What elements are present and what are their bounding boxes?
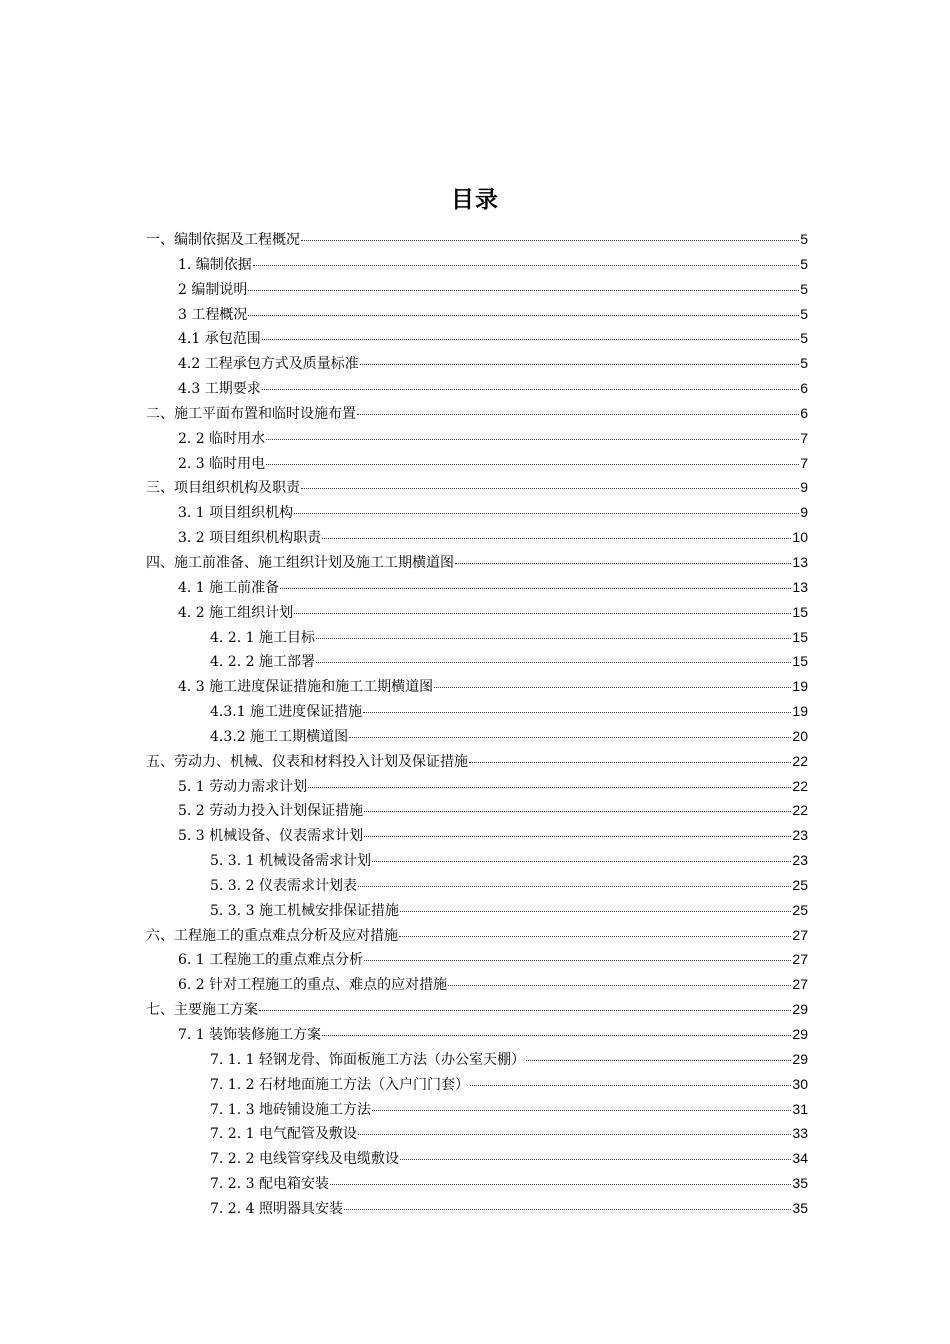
toc-entry-page-number: 22 — [792, 752, 808, 769]
toc-entry[interactable] — [146, 898, 808, 923]
toc-entry-page-number: 27 — [792, 976, 808, 993]
toc-entry[interactable] — [146, 1022, 808, 1047]
toc-entry[interactable] — [146, 997, 808, 1022]
table-of-contents — [146, 227, 808, 1221]
toc-entry-title: 1. 编制依据 — [178, 256, 252, 273]
toc-entry[interactable] — [146, 326, 808, 351]
toc-entry[interactable] — [146, 823, 808, 848]
toc-dot-leader — [400, 1158, 791, 1160]
toc-entry[interactable] — [146, 277, 808, 302]
toc-dot-leader — [262, 338, 799, 340]
toc-entry-title: 三、项目组织机构及职责 — [146, 480, 300, 497]
toc-entry-title: 5. 1 劳动力需求计划 — [178, 778, 308, 795]
toc-entry-title: 5. 3. 2 仪表需求计划表 — [210, 877, 357, 894]
toc-entry-page-number: 13 — [792, 553, 808, 570]
toc-dot-leader — [322, 537, 791, 539]
toc-dot-leader — [364, 959, 791, 961]
toc-entry-title: 7. 2. 1 电气配管及敷设 — [210, 1126, 357, 1143]
toc-dot-leader — [344, 1208, 791, 1210]
toc-entry[interactable] — [146, 649, 808, 674]
toc-entry[interactable] — [146, 1121, 808, 1146]
toc-dot-leader — [358, 885, 791, 887]
toc-entry-page-number: 5 — [800, 231, 808, 247]
toc-entry-page-number: 5 — [800, 355, 808, 372]
toc-dot-leader — [253, 264, 799, 266]
toc-dot-leader — [372, 860, 791, 862]
toc-dot-leader — [448, 984, 791, 986]
toc-dot-leader — [526, 1059, 791, 1061]
toc-entry-page-number: 30 — [792, 1075, 808, 1092]
toc-entry-title: 7. 1. 3 地砖铺设施工方法 — [210, 1101, 371, 1118]
toc-entry[interactable] — [146, 500, 808, 525]
toc-entry-title: 六、工程施工的重点难点分析及应对措施 — [146, 927, 398, 944]
toc-entry[interactable] — [146, 376, 808, 401]
toc-entry-title: 4. 2 施工组织计划 — [178, 604, 294, 621]
toc-entry[interactable] — [146, 1196, 808, 1221]
toc-entry-title: 4.3 工期要求 — [178, 381, 261, 398]
page-title: 目录 — [451, 187, 499, 213]
toc-dot-leader — [399, 935, 791, 937]
toc-entry[interactable] — [146, 351, 808, 376]
toc-dot-leader — [308, 786, 791, 788]
toc-entry-title: 5. 3. 1 机械设备需求计划 — [210, 853, 371, 870]
toc-entry-page-number: 29 — [792, 1001, 808, 1018]
toc-dot-leader — [470, 1084, 791, 1086]
toc-entry[interactable] — [146, 1097, 808, 1122]
toc-dot-leader — [357, 413, 799, 415]
toc-entry-title: 4. 1 施工前准备 — [178, 579, 280, 596]
toc-entry[interactable] — [146, 1171, 808, 1196]
toc-dot-leader — [364, 835, 791, 837]
toc-dot-leader — [280, 587, 791, 589]
toc-dot-leader — [316, 661, 791, 663]
toc-entry-title: 5. 3 机械设备、仪表需求计划 — [178, 828, 364, 845]
toc-entry-page-number: 25 — [792, 901, 808, 918]
toc-entry[interactable] — [146, 947, 808, 972]
toc-entry[interactable] — [146, 401, 808, 426]
toc-entry[interactable] — [146, 252, 808, 277]
toc-entry-title: 6. 1 工程施工的重点难点分析 — [178, 952, 364, 969]
toc-entry-page-number: 27 — [792, 951, 808, 968]
toc-entry-title: 4. 2. 1 施工目标 — [210, 629, 315, 646]
toc-entry[interactable] — [146, 475, 808, 500]
toc-entry-page-number: 29 — [792, 1050, 808, 1067]
toc-entry-page-number: 9 — [800, 479, 808, 496]
toc-dot-leader — [266, 463, 799, 465]
toc-entry-page-number: 6 — [800, 404, 808, 421]
toc-entry[interactable] — [146, 873, 808, 898]
toc-entry-page-number: 23 — [792, 852, 808, 869]
toc-dot-leader — [248, 289, 799, 291]
toc-entry-page-number: 15 — [792, 628, 808, 645]
toc-dot-leader — [400, 910, 791, 912]
toc-entry-title: 4.2 工程承包方式及质量标准 — [178, 356, 359, 373]
toc-entry-page-number: 6 — [800, 380, 808, 397]
toc-entry-page-number: 33 — [792, 1125, 808, 1142]
toc-entry-title: 7. 1 装饰装修施工方案 — [178, 1027, 322, 1043]
toc-entry-title: 5. 2 劳动力投入计划保证措施 — [178, 803, 364, 820]
toc-entry-page-number: 31 — [792, 1100, 808, 1117]
toc-entry-page-number: 7 — [800, 454, 808, 471]
toc-dot-leader — [363, 711, 791, 713]
toc-entry-page-number: 15 — [792, 603, 808, 620]
toc-entry-page-number: 20 — [792, 727, 808, 744]
toc-dot-leader — [248, 314, 799, 316]
toc-dot-leader — [330, 1183, 791, 1185]
toc-entry[interactable] — [146, 426, 808, 451]
toc-dot-leader — [262, 388, 799, 390]
toc-entry-page-number: 19 — [792, 703, 808, 720]
toc-dot-leader — [455, 562, 791, 564]
toc-entry-page-number: 22 — [792, 777, 808, 794]
toc-entry[interactable] — [146, 451, 808, 476]
toc-entry-title: 6. 2 针对工程施工的重点、难点的应对措施 — [178, 977, 448, 994]
toc-entry-title: 七、主要施工方案 — [146, 1002, 258, 1019]
toc-entry-page-number: 29 — [792, 1026, 808, 1042]
toc-entry-page-number: 22 — [792, 802, 808, 819]
toc-dot-leader — [316, 637, 791, 639]
toc-entry[interactable] — [146, 699, 808, 724]
toc-entry-page-number: 5 — [800, 330, 808, 347]
toc-entry-page-number: 5 — [800, 305, 808, 322]
toc-entry-page-number: 15 — [792, 653, 808, 670]
toc-entry-page-number: 19 — [792, 678, 808, 695]
toc-entry-title: 5. 3. 3 施工机械安排保证措施 — [210, 902, 399, 919]
toc-entry-title: 4. 2. 2 施工部署 — [210, 654, 315, 671]
toc-entry-page-number: 23 — [792, 827, 808, 844]
toc-entry[interactable] — [146, 848, 808, 873]
toc-entry[interactable] — [146, 600, 808, 625]
toc-entry[interactable] — [146, 724, 808, 749]
toc-entry[interactable] — [146, 749, 808, 774]
toc-dot-leader — [360, 363, 799, 365]
toc-entry[interactable] — [146, 972, 808, 997]
toc-entry-title: 7. 2. 4 照明器具安装 — [210, 1200, 343, 1217]
toc-dot-leader — [294, 512, 799, 514]
toc-entry[interactable] — [146, 1072, 808, 1097]
toc-dot-leader — [301, 487, 799, 489]
toc-entry-title: 4. 3 施工进度保证措施和施工工期横道图 — [178, 679, 434, 696]
toc-entry-page-number: 10 — [792, 529, 808, 546]
toc-entry-title: 4.3.1 施工进度保证措施 — [210, 704, 363, 721]
toc-dot-leader — [349, 736, 791, 738]
toc-dot-leader — [322, 1034, 791, 1036]
toc-entry-title: 2 编制说明 — [178, 281, 248, 298]
toc-entry-page-number: 5 — [800, 255, 808, 272]
toc-entry-page-number: 7 — [800, 429, 808, 446]
toc-dot-leader — [266, 438, 799, 440]
toc-entry-page-number: 35 — [792, 1175, 808, 1192]
toc-entry-title: 2. 2 临时用水 — [178, 430, 266, 447]
toc-entry-page-number: 5 — [800, 280, 808, 297]
toc-dot-leader — [469, 761, 791, 763]
toc-entry-title: 3 工程概况 — [178, 306, 248, 323]
toc-dot-leader — [364, 810, 791, 812]
toc-entry[interactable] — [146, 625, 808, 650]
toc-entry[interactable] — [146, 227, 808, 252]
toc-dot-leader — [358, 1133, 791, 1135]
toc-dot-leader — [301, 239, 799, 241]
toc-entry[interactable] — [146, 1047, 808, 1072]
toc-entry[interactable] — [146, 1146, 808, 1171]
toc-entry-title: 3. 1 项目组织机构 — [178, 505, 294, 522]
toc-entry-title: 2. 3 临时用电 — [178, 455, 266, 472]
toc-entry[interactable] — [146, 550, 808, 575]
toc-entry-page-number: 9 — [800, 504, 808, 521]
toc-entry[interactable] — [146, 798, 808, 823]
toc-entry-page-number: 34 — [792, 1150, 808, 1167]
toc-entry-page-number: 25 — [792, 876, 808, 893]
toc-entry-title: 五、劳动力、机械、仪表和材料投入计划及保证措施 — [146, 753, 468, 770]
toc-entry-title: 4.3.2 施工工期横道图 — [210, 728, 349, 745]
toc-entry-title: 4.1 承包范围 — [178, 331, 261, 348]
toc-dot-leader — [294, 612, 791, 614]
toc-entry-page-number: 13 — [792, 578, 808, 595]
toc-entry-title: 3. 2 项目组织机构职责 — [178, 530, 322, 547]
toc-entry-title: 7. 2. 3 配电箱安装 — [210, 1176, 329, 1193]
toc-entry[interactable] — [146, 923, 808, 948]
toc-entry-page-number: 35 — [792, 1199, 808, 1216]
toc-dot-leader — [434, 686, 791, 688]
toc-entry-title: 二、施工平面布置和临时设施布置 — [146, 405, 356, 422]
toc-entry[interactable] — [146, 674, 808, 699]
toc-entry-title: 四、施工前准备、施工组织计划及施工工期横道图 — [146, 554, 454, 571]
toc-dot-leader — [372, 1109, 791, 1111]
toc-entry[interactable] — [146, 525, 808, 550]
toc-dot-leader — [259, 1009, 791, 1011]
toc-entry[interactable] — [146, 575, 808, 600]
toc-entry-title: 一、编制依据及工程概况 — [146, 232, 300, 248]
toc-entry-title: 7. 1. 2 石材地面施工方法（入户门门套） — [210, 1076, 469, 1093]
toc-entry[interactable] — [146, 774, 808, 799]
toc-entry-title: 7. 1. 1 轻钢龙骨、饰面板施工方法（办公室天棚） — [210, 1051, 525, 1068]
toc-entry-title: 7. 2. 2 电线管穿线及电缆敷设 — [210, 1151, 399, 1168]
toc-entry-page-number: 27 — [792, 926, 808, 943]
toc-entry[interactable] — [146, 302, 808, 327]
